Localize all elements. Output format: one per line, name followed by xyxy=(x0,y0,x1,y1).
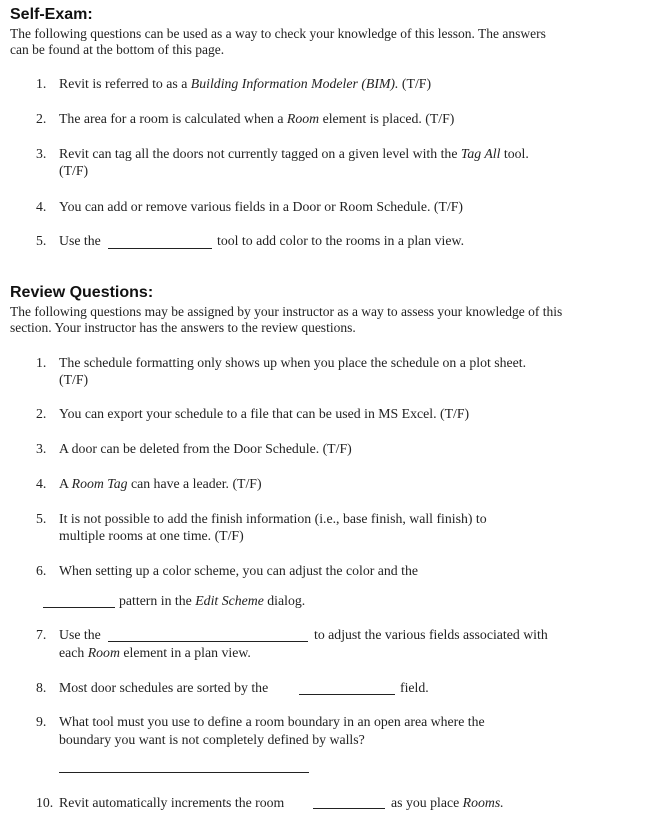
question-number: 7. xyxy=(36,627,47,642)
self-exam-question-3-line2: (T/F) xyxy=(59,163,89,178)
question-number: 10. xyxy=(36,795,54,810)
question-number: 9. xyxy=(36,714,47,729)
review-title: Review Questions: xyxy=(10,284,154,301)
self-exam-question-1: Revit is referred to as a Building Information Modeler (BIM). (T/F) xyxy=(59,76,432,91)
question-number: 2. xyxy=(36,111,47,126)
self-exam-intro-line2: can be found at the bottom of this page. xyxy=(10,42,225,57)
question-number: 8. xyxy=(36,680,47,695)
review-question-3: A door can be deleted from the Door Schedule. (T/F) xyxy=(59,441,352,456)
review-question-6-line2: pattern in the Edit Scheme dialog. xyxy=(119,593,306,608)
review-question-6: When setting up a color scheme, you can adjust the color and the xyxy=(59,563,418,578)
answer-blank[interactable] xyxy=(108,248,212,249)
self-exam-question-5-pre: Use the xyxy=(59,233,101,248)
question-number: 1. xyxy=(36,355,47,370)
review-intro-line1: The following questions may be assigned by your instructor as a way to assess your knowledge of this xyxy=(10,304,563,319)
review-question-1-line2: (T/F) xyxy=(59,372,89,387)
answer-blank[interactable] xyxy=(313,808,385,809)
review-question-10-pre: Revit automatically increments the room xyxy=(59,795,285,810)
answer-blank[interactable] xyxy=(299,694,395,695)
review-question-8-pre: Most door schedules are sorted by the xyxy=(59,680,269,695)
review-question-2: You can export your schedule to a file that can be used in MS Excel. (T/F) xyxy=(59,406,470,421)
review-question-9-line2: boundary you want is not completely defined by walls? xyxy=(59,732,365,747)
review-question-10-post: as you place Rooms. xyxy=(391,795,504,810)
review-question-7-post: to adjust the various fields associated with xyxy=(314,627,548,642)
self-exam-question-4: You can add or remove various fields in a Door or Room Schedule. (T/F) xyxy=(59,199,463,214)
review-question-7-line2: each Room element in a plan view. xyxy=(59,645,251,660)
review-question-1: The schedule formatting only shows up when you place the schedule on a plot sheet. xyxy=(59,355,527,370)
answer-blank[interactable] xyxy=(108,641,308,642)
review-question-5-line2: multiple rooms at one time. (T/F) xyxy=(59,528,244,543)
self-exam-intro-line1: The following questions can be used as a way to check your knowledge of this lesson. The answers xyxy=(10,26,546,41)
question-number: 4. xyxy=(36,199,47,214)
question-number: 4. xyxy=(36,476,47,491)
self-exam-question-2: The area for a room is calculated when a Room element is placed. (T/F) xyxy=(59,111,455,126)
self-exam-title: Self-Exam: xyxy=(10,6,93,23)
review-question-5: It is not possible to add the finish information (i.e., base finish, wall finish) to xyxy=(59,511,487,526)
review-question-7-pre: Use the xyxy=(59,627,101,642)
review-question-4: A Room Tag can have a leader. (T/F) xyxy=(59,476,262,491)
question-number: 2. xyxy=(36,406,47,421)
question-number: 6. xyxy=(36,563,47,578)
question-number: 5. xyxy=(36,233,47,248)
answer-blank[interactable] xyxy=(59,772,309,773)
review-question-9: What tool must you use to define a room boundary in an open area where the xyxy=(59,714,485,729)
question-number: 5. xyxy=(36,511,47,526)
question-number: 3. xyxy=(36,146,47,161)
answer-blank[interactable] xyxy=(43,607,115,608)
question-number: 3. xyxy=(36,441,47,456)
review-intro-line2: section. Your instructor has the answers to the review questions. xyxy=(10,320,356,335)
question-number: 1. xyxy=(36,76,47,91)
self-exam-question-3: Revit can tag all the doors not currently tagged on a given level with the Tag All tool. xyxy=(59,146,529,161)
review-question-8-post: field. xyxy=(400,680,429,695)
self-exam-question-5-post: tool to add color to the rooms in a plan view. xyxy=(217,233,465,248)
